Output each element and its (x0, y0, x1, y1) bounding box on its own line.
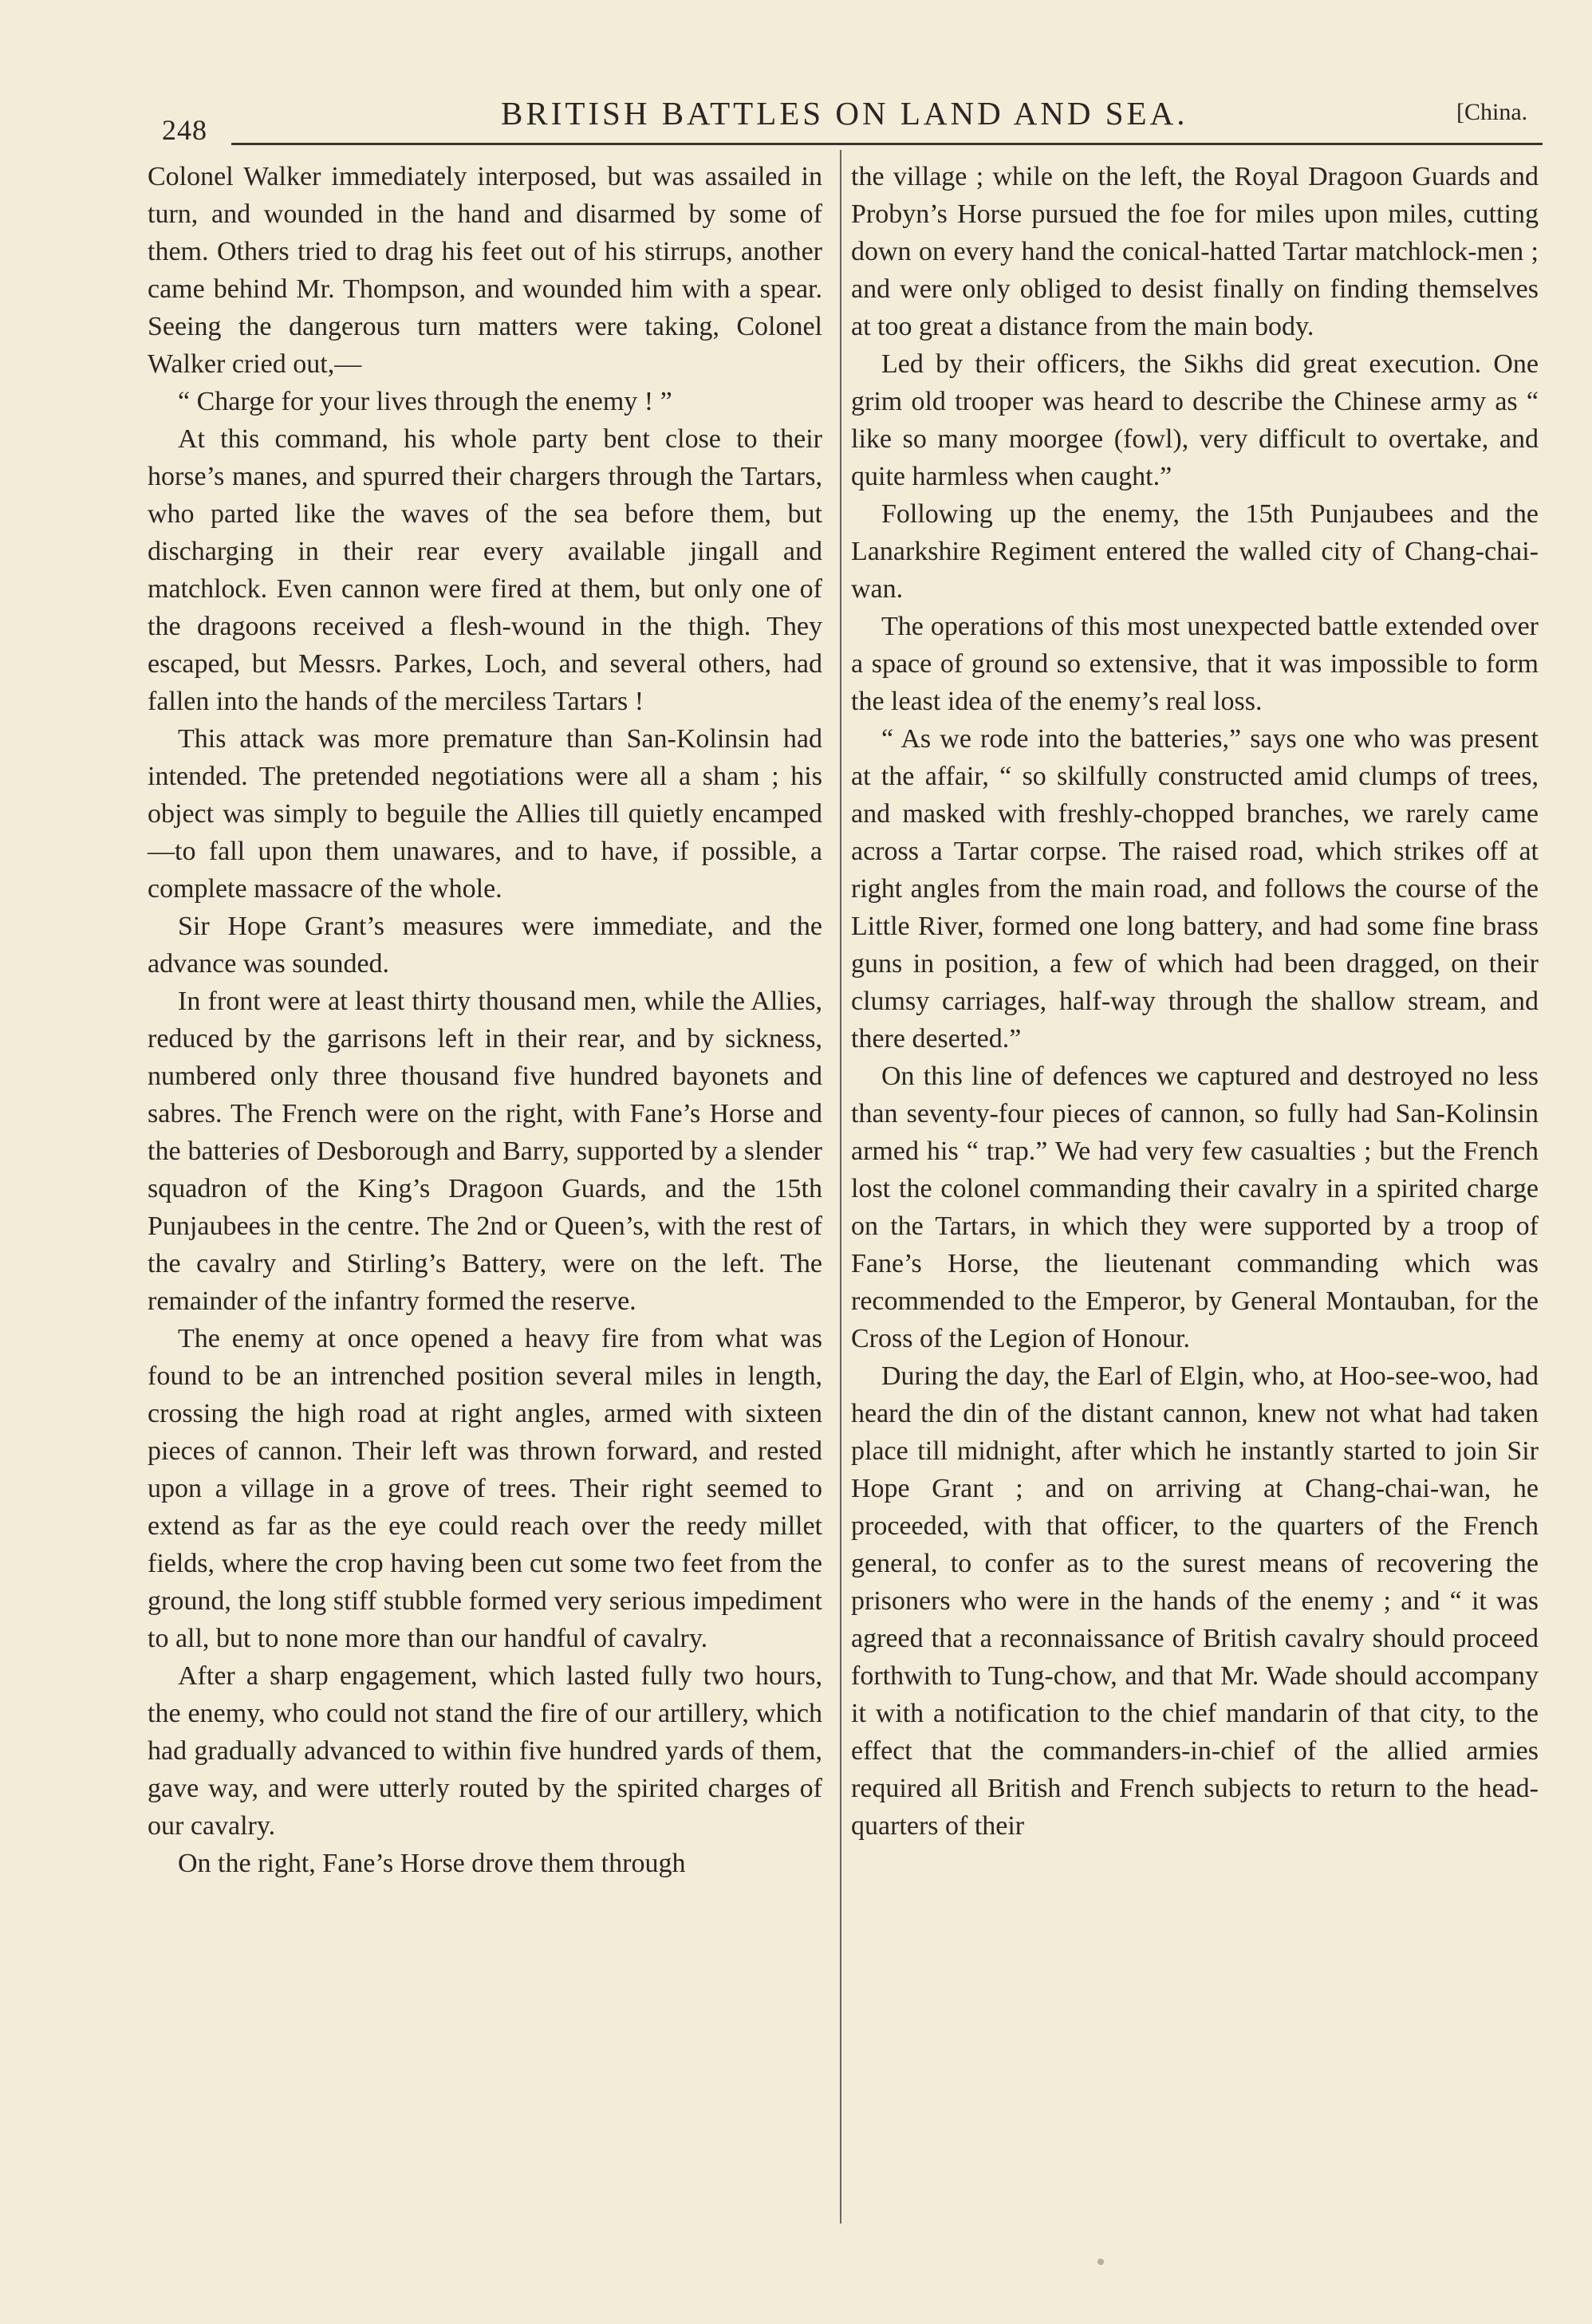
paragraph: On this line of defences we captured and destroyed no less than seventy-four pieces of cannon, so fully had San-Kolinsin armed his “ trap.” We had very few casualties ; but the French lost the colonel commanding their cavalry in a spirited charge on the Tartars, in which they were supported by a troop of Fane’s Horse, the lieutenant commanding which was recommended to the Emperor, by General Montauban, for the Cross of the Legion of Honour. (851, 1062, 1539, 1353)
page-number: 248 (162, 114, 207, 146)
paragraph: “ As we rode into the batteries,” says one who was present at the affair, “ so skilfully constructed amid clumps of trees, and masked with freshly-chopped branches, we rarely came across a Tartar corpse. The raised road, which strikes off at right angles from the main road, and follows the course of the Little River, formed one long battery, and had some fine brass guns in position, a few of which had been dragged, on their clumsy carriages, half-way through the shallow stream, and there deserted.” (851, 724, 1539, 1054)
header-rule (231, 143, 1543, 145)
section-tag: [China. (1456, 99, 1528, 125)
paper-spot (1097, 2259, 1104, 2265)
paragraph: This attack was more premature than San-Kolinsin had intended. The pretended negotiations were all a sham ; his object was simply to beguile the Allies till quietly encamped—to fall upon them unawares, and to have, if possible, a complete massacre of the whole. (148, 724, 822, 904)
paragraph: the village ; while on the left, the Royal Dragoon Guards and Probyn’s Horse pursued the foe for miles upon miles, cutting down on every hand the conical-hatted Tartar matchlock-men ; and were only obliged to desist finally on finding themselves at too great a distance from the main body. (851, 162, 1539, 341)
paragraph: After a sharp engagement, which lasted fully two hours, the enemy, who could not stand the fire of our artillery, which had gradually advanced to within five hundred yards of them, gave way, and were utterly routed by the spirited charges of our cavalry. (148, 1661, 822, 1841)
paragraph: The operations of this most unexpected battle extended over a space of ground so extensive, that it was impossible to form the least idea of the enemy’s real loss. (851, 612, 1539, 716)
paragraph: During the day, the Earl of Elgin, who, at Hoo-see-woo, had heard the din of the distant cannon, knew not what had taken place till midnight, after which he instantly started to join Sir Hope Grant ; and on arriving at Chang-chai-wan, he proceeded, with that officer, to the quarters of the French general, to confer as to the surest means of recovering the prisoners who were in the hands of the enemy ; and “ it was agreed that a reconnaissance of British cavalry should proceed forthwith to Tung-chow, and that Mr. Wade should accompany it with a notification to the chief mandarin of that city, to the effect that the commanders-in-chief of the allied armies required all British and French subjects to return to the head-quarters of their (851, 1361, 1539, 1841)
column-divider (840, 150, 841, 2224)
right-column (851, 158, 1539, 1845)
paragraph: “ Charge for your lives through the enemy ! ” (178, 387, 672, 416)
paragraph: The enemy at once opened a heavy fire from what was found to be an intrenched position several miles in length, crossing the high road at right angles, armed with sixteen pieces of cannon. Their left was thrown forward, and rested upon a village in a grove of trees. Their right seemed to extend as far as the eye could reach over the reedy millet fields, where the crop having been cut some two feet from the ground, the long stiff stubble formed very serious impediment to all, but to none more than our handful of cavalry. (148, 1324, 822, 1653)
running-title: BRITISH BATTLES ON LAND AND SEA. (501, 95, 1188, 132)
paragraph: Sir Hope Grant’s measures were immediate, and the advance was sounded. (148, 912, 822, 979)
paragraph: At this command, his whole party bent close to their horse’s manes, and spurred their chargers through the Tartars, who parted like the waves of the sea before them, but discharging in their rear every available jingall and matchlock. Even cannon were fired at them, but only one of the dragoons received a flesh-wound in the thigh. They escaped, but Messrs. Parkes, Loch, and several others, had fallen into the hands of the merciless Tartars ! (148, 424, 822, 716)
paragraph: Colonel Walker immediately interposed, but was assailed in turn, and wounded in the hand and disarmed by some of them. Others tried to drag his feet out of his stirrups, another came behind Mr. Thompson, and wounded him with a spear. Seeing the dangerous turn matters were taking, Colonel Walker cried out,— (148, 162, 822, 379)
left-column (148, 158, 822, 1882)
paragraph: Led by their officers, the Sikhs did great execution. One grim old trooper was heard to describe the Chinese army as “ like so many moorgee (fowl), very difficult to overtake, and quite harmless when caught.” (851, 349, 1539, 491)
paragraph: On the right, Fane’s Horse drove them through (178, 1849, 686, 1878)
paragraph: Following up the enemy, the 15th Punjaubees and the Lanarkshire Regiment entered the walled city of Chang-chai-wan. (851, 499, 1539, 604)
paragraph: In front were at least thirty thousand men, while the Allies, reduced by the garrisons left in their rear, and by sickness, numbered only three thousand five hundred bayonets and sabres. The French were on the right, with Fane’s Horse and the batteries of Desborough and Barry, supported by a slender squadron of the King’s Dragoon Guards, and the 15th Punjaubees in the centre. The 2nd or Queen’s, with the rest of the cavalry and Stirling’s Battery, were on the left. The remainder of the infantry formed the reserve. (148, 987, 822, 1316)
